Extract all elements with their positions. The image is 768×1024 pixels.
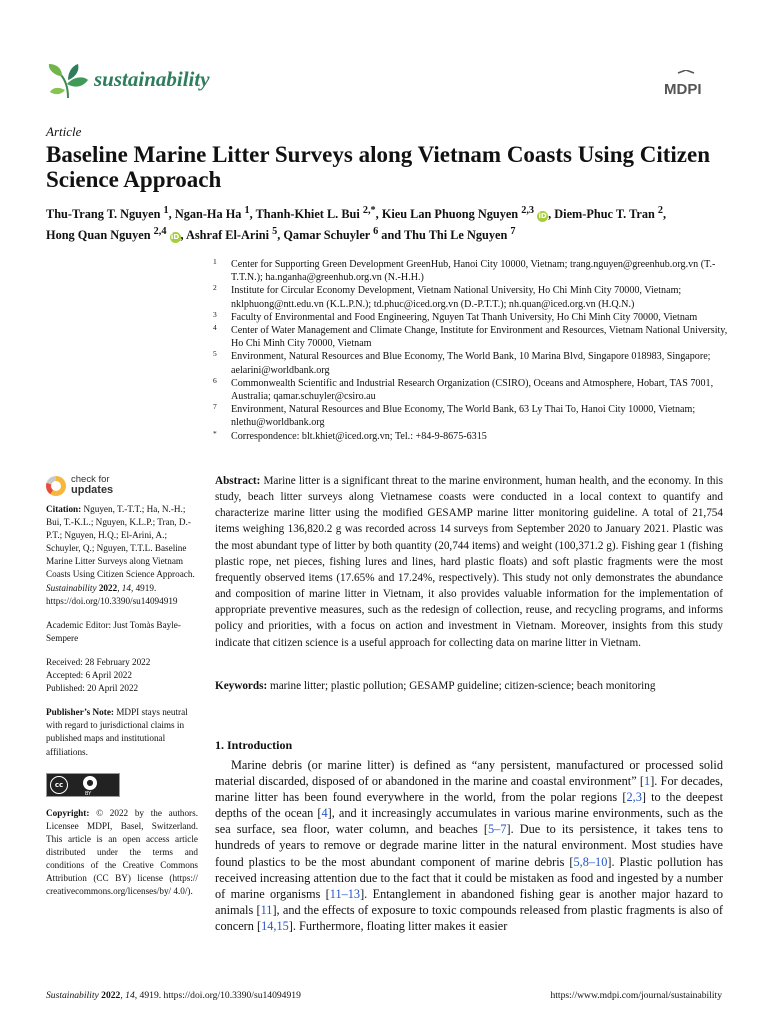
publisher-note-label: Publisher’s Note: xyxy=(46,707,114,718)
accepted-date: Accepted: 6 April 2022 xyxy=(46,670,132,681)
intro-text: ]. Furthermore, floating litter makes it easier xyxy=(288,918,508,933)
keywords xyxy=(215,678,723,694)
publisher-note xyxy=(46,706,198,758)
check-updates-line2: updates xyxy=(71,484,114,496)
author-sup: 2 xyxy=(657,205,664,216)
intro-text: ]. Plastic pollution has received increasing attention due to the fact that it could be mistaken as food and ingested by a number of marine organisms [ xyxy=(215,854,724,901)
author[interactable]: , Kieu Lan Phuong Nguyen xyxy=(375,207,522,222)
affiliation-text: Center for Supporting Green Development GreenHub, Hanoi City 10000, Vietnam; trang.nguyen@greenhub.org.vn (T.-T.T.N.); ha.nganha@greenhub.org.vn (N.-H.H.) xyxy=(231,259,716,284)
affiliation-text: Environment, Natural Resources and Blue Economy, The World Bank, 10 Marina Blvd, Singapore 018983, Singapore; aelarini@worldbank.org xyxy=(231,351,711,376)
affiliation xyxy=(213,350,733,376)
affiliation-number: 7 xyxy=(213,402,217,412)
affiliation-number: 1 xyxy=(213,257,217,266)
affiliation xyxy=(213,403,733,429)
copyright-label: Copyright: xyxy=(46,807,90,818)
dates xyxy=(46,656,198,695)
reference-link[interactable]: 1 xyxy=(644,774,651,789)
academic-editor: Academic Editor: Just Tomàs Bayle-Sempere xyxy=(46,619,181,643)
citation-doi-link[interactable]: , 4919. https://doi.org/10.3390/su14094919 xyxy=(46,582,178,606)
author[interactable]: Thu-Trang T. Nguyen xyxy=(46,207,164,222)
correspondence xyxy=(213,430,733,443)
intro-text: Marine debris (or marine litter) is defined as “any persistent, manufactured or processed solid material discarded, disposed of or abandoned in the marine and coastal environment” [ xyxy=(215,758,723,789)
intro-text: ]. For decades, marine litter has been found everywhere in the world, from the polar regions [ xyxy=(215,774,723,805)
intro-text: ] to the deepest depths of the ocean [ xyxy=(215,790,724,821)
reference-link[interactable]: 11 xyxy=(260,902,273,917)
check-updates-icon xyxy=(46,476,66,496)
keywords-text: marine litter; plastic pollution; GESAMP guideline; citizen-science; beach monitoring xyxy=(267,680,656,692)
affiliation-number: * xyxy=(213,428,217,438)
intro-text: ], and it increasingly accumulates in various marine environments, such as the sea surface, sea floor, water column, and beaches [ xyxy=(215,806,723,837)
person-icon: ● xyxy=(83,776,97,790)
author[interactable]: , Thanh-Khiet L. Bui xyxy=(249,207,363,222)
published-date: Published: 20 April 2022 xyxy=(46,683,139,694)
affiliation xyxy=(213,377,733,403)
citation-text: Nguyen, T.-T.T.; Ha, N.-H.; Bui, T.-K.L.; Nguyen, K.L.P.; Tran, D.-P.T.; Nguyen, H.Q.; El-Arini, A.; Schuyler, Q.; Nguyen, T.T.L. Baseline Marine Litter Surveys along Vietnam Coasts Using Citizen Science Approach. xyxy=(46,504,195,580)
affiliation-number: 5 xyxy=(213,349,217,359)
citation xyxy=(46,503,198,608)
citation-volume: , 14 xyxy=(117,582,131,593)
intro-text: ], and the effects of exposure to toxic compounds released from plastic fragments is also of concern [ xyxy=(215,902,723,933)
affiliation-text: Faculty of Environmental and Food Engineering, Nguyen Tat Thanh University, Ho Chi Minh City 70000, Vietnam xyxy=(231,311,698,323)
received-date: Received: 28 February 2022 xyxy=(46,656,151,667)
footer-journal: Sustainability xyxy=(46,990,99,1001)
affiliation-text: Commonwealth Scientific and Industrial Research Organization (CSIRO), Oceans and Atmosphere, Hobart, TAS 7001, Australia; qamar.schuyler@csiro.au xyxy=(231,377,714,403)
reference-link[interactable]: 4 xyxy=(321,806,328,821)
author-sup: 6 xyxy=(373,226,379,238)
affiliation-number: 3 xyxy=(213,309,217,319)
sidebar xyxy=(46,503,198,909)
abstract-label: Abstract: xyxy=(215,475,261,487)
author-sup: 2,* xyxy=(362,205,376,216)
citation-journal: Sustainability xyxy=(46,582,97,593)
article-type: Article xyxy=(46,124,82,139)
paper-title: Baseline Marine Litter Surveys along Vietnam Coasts Using Citizen Science Approach xyxy=(46,142,710,192)
reference-link[interactable]: 14,15 xyxy=(261,918,289,933)
author[interactable]: and Thu Thi Le Nguyen xyxy=(378,228,511,243)
author-sup: 5 xyxy=(272,226,278,238)
affiliation xyxy=(213,284,733,310)
reference-link[interactable]: 11–13 xyxy=(329,886,361,901)
mdpi-logo-icon xyxy=(664,70,720,100)
author-sep: , xyxy=(663,207,667,222)
publisher-note-text: MDPI stays neutral with regard to jurisdictional claims in published maps and institutional affiliations. xyxy=(46,707,188,757)
sustainability-leaf-logo-icon xyxy=(46,62,90,102)
abstract xyxy=(215,473,723,651)
intro-text: ]. Entanglement in abandoned fishing gear is another major hazard to animals [ xyxy=(215,886,723,917)
reference-link[interactable]: 2,3 xyxy=(626,790,642,805)
author-sup: 2,4 xyxy=(153,226,167,238)
copyright xyxy=(46,807,198,899)
affiliation xyxy=(213,324,733,350)
affiliation-text: Center of Water Management and Climate Change, Institute for Environment and Resources, Vietnam National University, Ho Chi Minh City 70000, Vietnam xyxy=(231,325,728,350)
author[interactable]: , Ashraf El-Arini xyxy=(180,228,273,243)
orcid-icon[interactable]: iD xyxy=(170,233,180,242)
affiliations xyxy=(213,258,733,443)
reference-link[interactable]: 5–7 xyxy=(488,822,507,837)
author[interactable]: , Ngan-Ha Ha xyxy=(168,207,245,222)
affiliation-number: 4 xyxy=(213,323,217,333)
affiliation-text: Environment, Natural Resources and Blue Economy, The World Bank, 63 Ly Thai To, Hanoi City 10000, Vietnam; nlethu@worldbank.org xyxy=(231,404,696,429)
affiliation xyxy=(213,311,733,324)
author-sup: 1 xyxy=(244,205,250,216)
copyright-text: © 2022 by the authors. Licensee MDPI, Basel, Switzerland. This article is an open access article distributed under the terms and conditions of the Creative Commons Attribution (CC BY) license (https:// creativecommons.org/licenses/by/ 4.0/). xyxy=(46,807,198,897)
author[interactable]: , Qamar Schuyler xyxy=(277,228,374,243)
abstract-text: Marine litter is a significant threat to the marine environment, human health, and the economy. In this study, beach litter surveys along Vietnamese coasts were conducted in a local context to quantify and characterize marine litter using the modified GESAMP marine litter monitoring guideline. A total of 21,754 items weighing 136,820.2 g was recorded across 14 surveys from September 2020 to January 2021. Plastic was the most abundant type of litter by both quantity (20,744 items) and weight (100,371.2 g). Fishing gear 1 (fishing plastic rope, net pieces, fishing lures and lines, hard plastic floats) and soft plastic fragments were the most frequently observed items (17.65% and 17.24%, respectively). This study not only demonstrates the abundance and composition of marine litter in Vietnam, it also provides valuable information for the implementation of appropriate preventive measures, such as the redesign of collection, reuse, and recycling programs, and informs policy and priorities, with a focus on action and investment in Vietnam. Moreover, insights from this study indicate that citizen science is a useful approach for collecting data on marine litter in Vietnam. xyxy=(215,475,723,649)
author[interactable]: Hong Quan Nguyen xyxy=(46,228,154,243)
check-updates-line1: check for xyxy=(71,474,110,485)
introduction-paragraph xyxy=(215,757,723,934)
by-label: BY xyxy=(85,790,92,797)
citation-year: 2022 xyxy=(96,582,118,593)
affiliation-text: Correspondence: blt.khiet@iced.org.vn; Tel.: +84-9-8675-6315 xyxy=(231,430,487,442)
intro-text: ]. Due to its persistence, it takes tens to hundreds of years to remove or degrade marine litter in the natural environment. Most studies have found plastics to be the most abundant component of marine debris [ xyxy=(215,822,723,869)
affiliation-number: 2 xyxy=(213,283,217,293)
affiliation-text: Institute for Circular Economy Development, Vietnam National University, Ho Chi Minh City 70000, Vietnam; nklphuong@ntt.edu.vn (K.L.P.N.); td.phuc@iced.org.vn (D.-P.T.T.); nh.quan@iced.org.vn (H.Q.N.) xyxy=(231,285,682,310)
journal-name: sustainability xyxy=(94,67,210,91)
author-list xyxy=(46,202,736,244)
orcid-icon[interactable]: iD xyxy=(538,212,547,221)
reference-link[interactable]: 5,8–10 xyxy=(573,854,608,869)
affiliation-number: 6 xyxy=(213,375,217,385)
keywords-label: Keywords: xyxy=(215,680,268,692)
section-heading: 1. Introduction xyxy=(215,738,293,752)
author-sup: 7 xyxy=(510,226,516,238)
footer-doi-link[interactable]: , 4919. https://doi.org/10.3390/su14094919 xyxy=(134,990,301,1001)
check-for-updates-button[interactable] xyxy=(46,474,166,500)
footer-citation xyxy=(46,990,301,1001)
footer-journal-url[interactable]: https://www.mdpi.com/journal/sustainability xyxy=(550,990,722,1001)
author-sup: 1 xyxy=(163,205,169,216)
author-sup: 2,3 xyxy=(521,205,535,216)
citation-label: Citation: xyxy=(46,504,82,514)
cc-by-license-icon[interactable] xyxy=(46,773,120,797)
affiliation xyxy=(213,258,733,284)
cc-icon: cc xyxy=(50,776,68,794)
footer-year: 2022 xyxy=(98,990,121,1001)
author[interactable]: , Diem-Phuc T. Tran xyxy=(548,207,658,222)
mdpi-text: MDPI xyxy=(664,81,702,98)
footer-volume: , 14 xyxy=(120,990,135,1001)
